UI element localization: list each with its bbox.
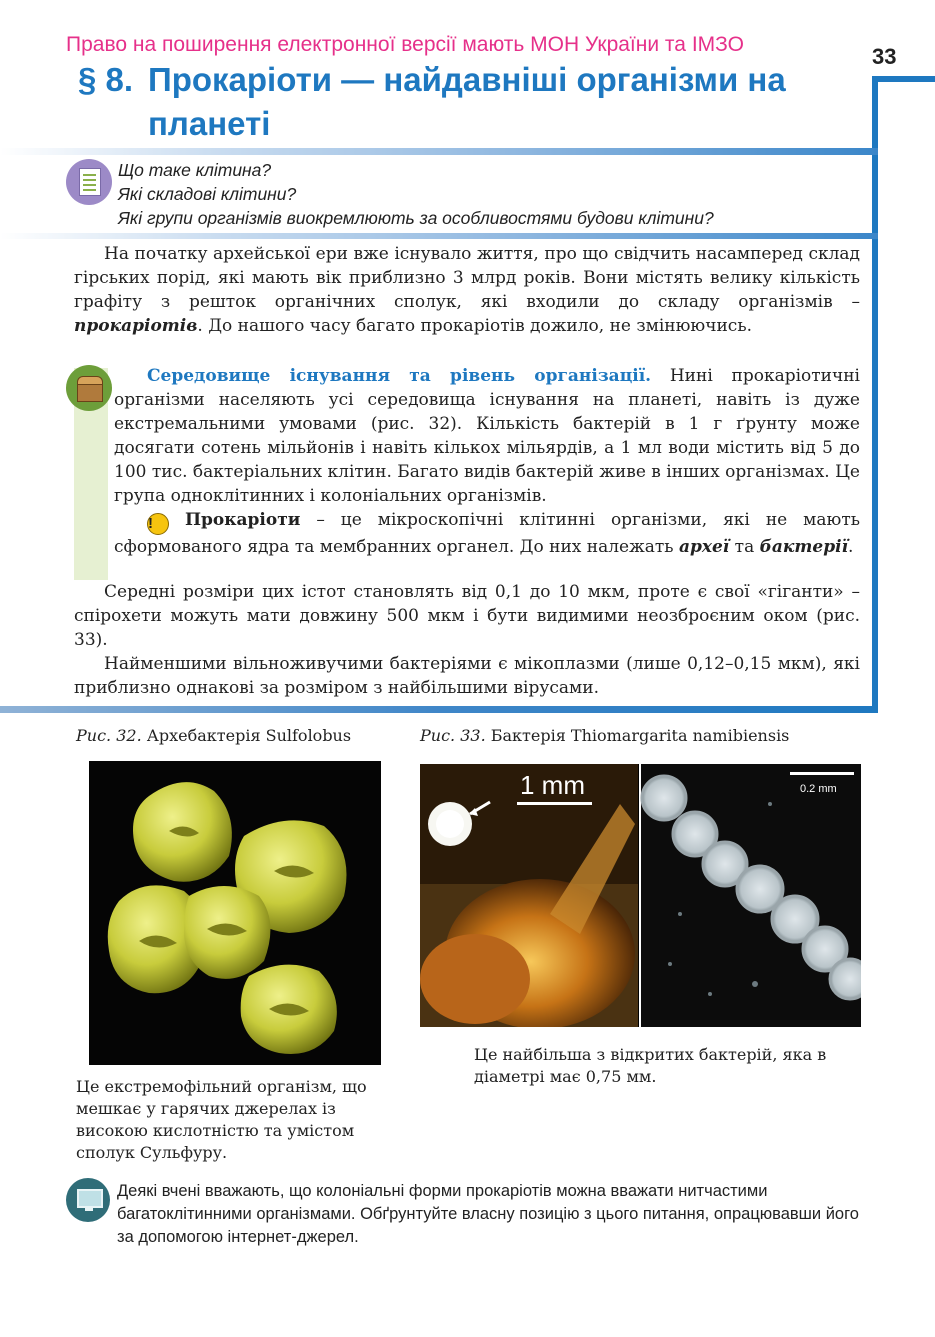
question-item: Що таке клітина? xyxy=(118,160,272,180)
computer-icon xyxy=(66,1178,110,1222)
figure-33-label: Рис. 33. xyxy=(420,726,486,745)
figure-32-caption: Це екстремофільний організм, що мешкає у гарячих джерелах із високою кислотністю та умістом сполук Сульфуру. xyxy=(76,1077,367,1162)
questions-divider xyxy=(0,233,878,239)
title-line-1: Прокаріоти — найдавніші організми на xyxy=(148,61,786,98)
intro-paragraph xyxy=(74,242,860,338)
thiomargarita-illustration xyxy=(420,764,861,1027)
figure-33-name: Бактерія Thiomargarita namibiensis xyxy=(485,726,790,745)
habitat-paragraph xyxy=(114,364,860,508)
attention-icon: ! xyxy=(147,513,169,535)
page-corner-rule xyxy=(872,76,935,82)
page-side-rule xyxy=(872,76,878,706)
sulfolobus-photo xyxy=(89,761,381,1065)
scale-label-02mm: 0.2 mm xyxy=(800,783,837,795)
intro-text-end: . До нашого часу багато прокаріотів дожило, не змінюючись. xyxy=(197,316,752,336)
figure-33-title xyxy=(420,725,789,747)
definition-term: Прокаріоти xyxy=(184,510,301,530)
sulfolobus-illustration xyxy=(89,761,381,1065)
research-task: Деякі вчені вважають, що колоніальні форми прокаріотів можна вважати нитчастими багатоклітинними організмами. Обґрунтуйте власну позицію з цього питання, опрацювавши його за допомогою інтернет-джерел. xyxy=(117,1182,859,1246)
intro-text: На початку архейської ери вже існувало життя, про що свідчить насамперед склад гірських порід, які мають вік приблизно 3 млрд років. Вони містять велику кількість графіту з решток органічних сполук, які входили до складу організмів – xyxy=(74,244,860,312)
review-questions xyxy=(118,158,714,230)
definition-and: та xyxy=(729,537,760,557)
scale-label-1mm: 1 mm xyxy=(520,770,585,800)
term-archaea: археї xyxy=(678,537,730,557)
question-item: Які групи організмів виокремлюють за особливостями будови клітини? xyxy=(118,208,714,228)
definition-text: – це мікроскопічні клітинні організми, які не мають сформованого ядра та мембранних органел. До них належать xyxy=(114,510,860,557)
term-prokaryotes: прокаріотів xyxy=(74,316,198,336)
section-heading: Середовище існування та рівень організації. xyxy=(147,366,652,386)
notebook-icon xyxy=(66,159,112,205)
figure-32-title xyxy=(76,725,351,747)
figure-33-caption: Це найбільша з відкритих бактерій, яка в діаметрі має 0,75 мм. xyxy=(474,1045,827,1086)
section-number: § 8. xyxy=(78,61,134,98)
sizes-paragraph: Середні розміри цих істот становлять від 0,1 до 10 мкм, проте є свої «гіганти» – спірохети можуть мати довжину 500 мкм і бути видимими неозброєним оком (рис. 33). xyxy=(74,582,860,650)
text-bottom-rule xyxy=(0,706,878,713)
page-title xyxy=(78,58,786,146)
title-divider xyxy=(0,148,878,155)
mycoplasma-paragraph: Найменшими вільноживучими бактеріями є мікоплазми (лише 0,12–0,15 мкм), які приблизно однакові за розміром з найбільшими вірусами. xyxy=(74,654,860,698)
page-number: 33 xyxy=(872,44,897,69)
thiomargarita-photo xyxy=(420,764,861,1027)
habitat-text: Нині прокаріотичні організми населяють усі середовища існування на планеті, навіть із дуже екстремальними умовами (рис. 32). Кількість бактерій в 1 г ґрунту може досягати сотень мільйонів і навіть кількох мільярдів, а 1 мл води містить від 5 до 100 тис. бактеріальних клітин. Багато видів бактерій живе в інших організмах. Це група одноклітинних і колоніальних організмів. xyxy=(114,366,860,506)
rights-notice: Право на поширення електронної версії мають МОН України та ІМЗО xyxy=(66,33,744,56)
definition-paragraph xyxy=(114,508,860,559)
figure-32-label: Рис. 32. xyxy=(76,726,142,745)
treasure-chest-icon xyxy=(66,365,112,411)
definition-end: . xyxy=(848,537,854,557)
question-item: Які складові клітини? xyxy=(118,184,297,204)
term-bacteria: бактерії xyxy=(759,537,849,557)
figure-32-name: Архебактерія Sulfolobus xyxy=(141,726,352,745)
title-line-2: планеті xyxy=(148,105,271,142)
